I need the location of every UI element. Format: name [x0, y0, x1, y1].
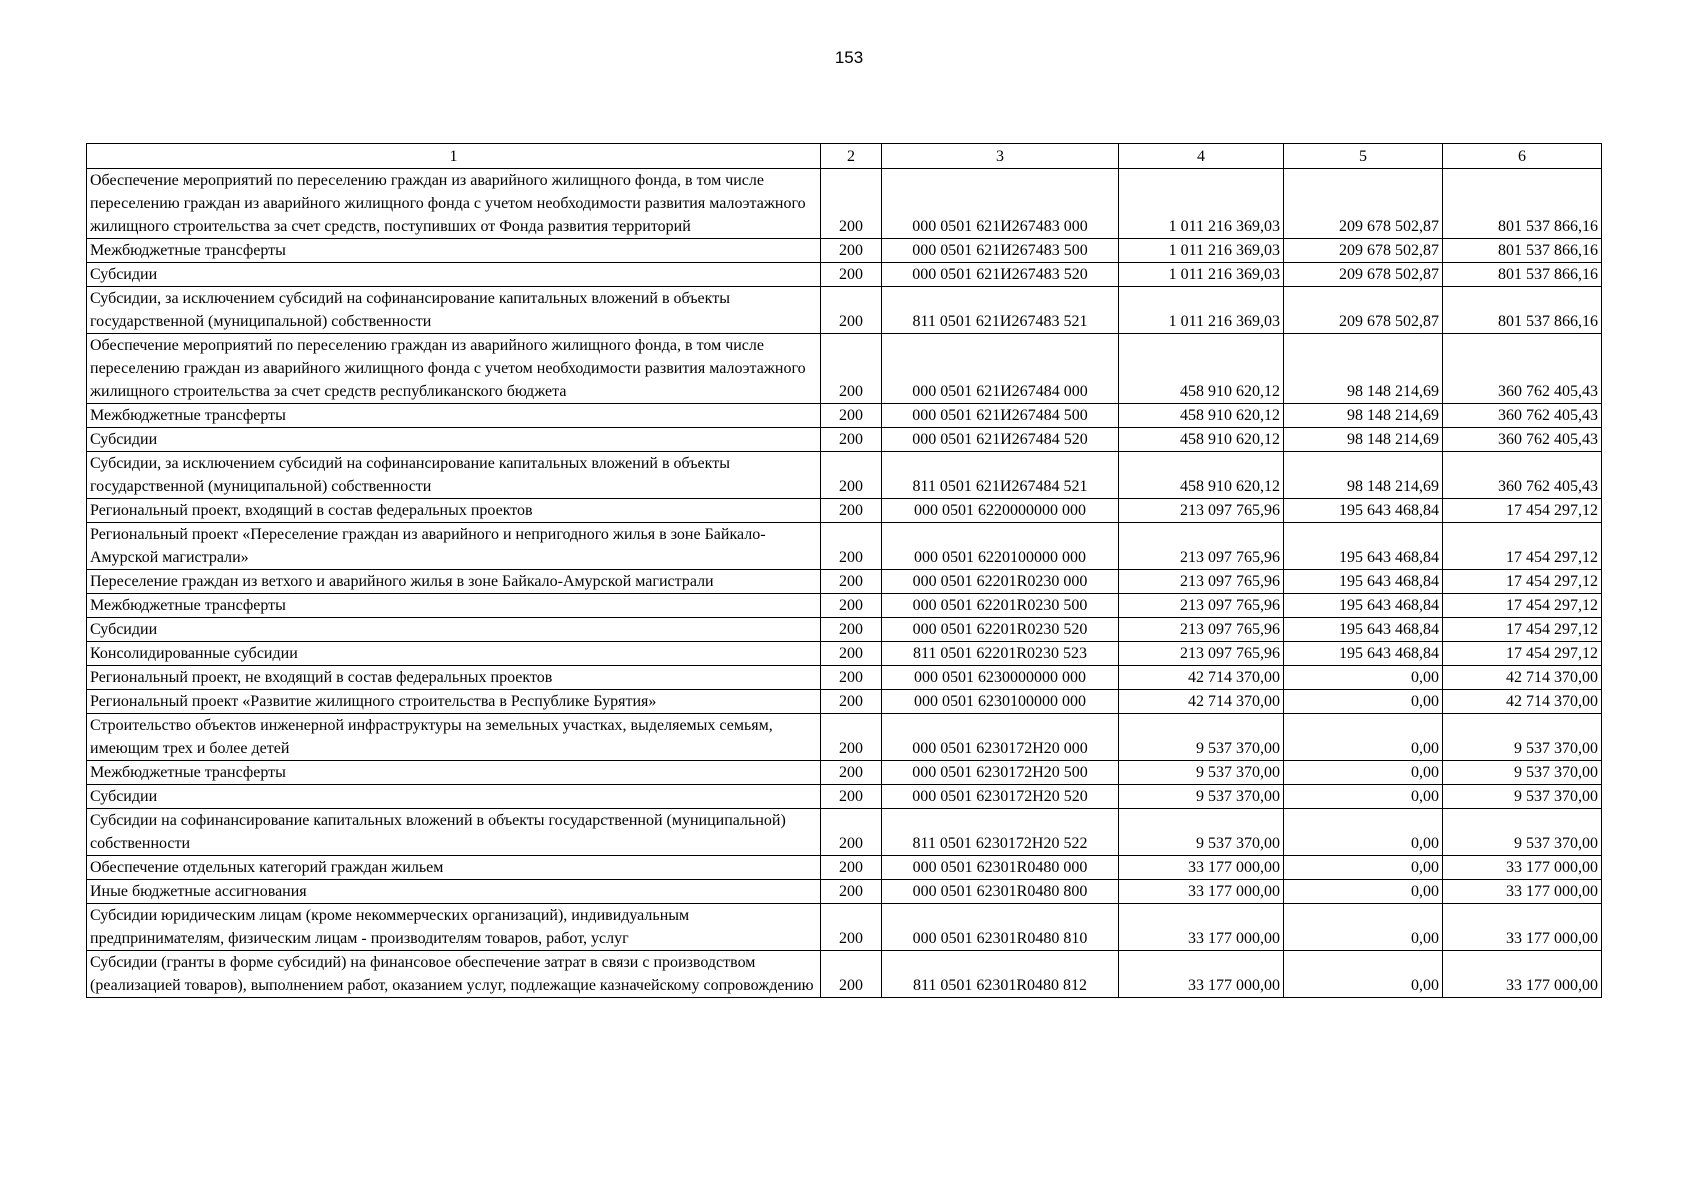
row-value-col6: 17 454 297,12	[1443, 499, 1602, 523]
column-header-5: 5	[1284, 144, 1443, 169]
table-row	[87, 951, 1602, 998]
row-code-cell: 000 0501 62301R0480 000	[882, 856, 1119, 880]
table-row	[87, 856, 1602, 880]
row-value-col4: 33 177 000,00	[1119, 904, 1284, 951]
row-admin-cell: 200	[821, 761, 882, 785]
row-admin-cell: 200	[821, 169, 882, 239]
row-admin-cell: 200	[821, 499, 882, 523]
row-admin-cell: 200	[821, 239, 882, 263]
row-value-col4: 33 177 000,00	[1119, 856, 1284, 880]
row-value-col4: 9 537 370,00	[1119, 761, 1284, 785]
row-value-col5: 195 643 468,84	[1284, 642, 1443, 666]
row-value-col5: 0,00	[1284, 714, 1443, 761]
row-value-col4: 213 097 765,96	[1119, 523, 1284, 570]
row-value-col6: 801 537 866,16	[1443, 263, 1602, 287]
row-code-cell: 000 0501 621И267483 500	[882, 239, 1119, 263]
row-value-col4: 1 011 216 369,03	[1119, 239, 1284, 263]
row-value-col5: 195 643 468,84	[1284, 618, 1443, 642]
row-code-cell: 811 0501 621И267483 521	[882, 287, 1119, 334]
row-admin-cell: 200	[821, 404, 882, 428]
row-value-col5: 98 148 214,69	[1284, 334, 1443, 404]
row-value-col4: 458 910 620,12	[1119, 452, 1284, 499]
row-code-cell: 000 0501 62201R0230 520	[882, 618, 1119, 642]
row-value-col6: 801 537 866,16	[1443, 287, 1602, 334]
row-name-cell: Переселение граждан из ветхого и аварийного жилья в зоне Байкало-Амурской магистрали	[87, 570, 821, 594]
table-header-row	[87, 144, 1602, 169]
row-admin-cell: 200	[821, 570, 882, 594]
row-code-cell: 811 0501 62201R0230 523	[882, 642, 1119, 666]
row-value-col5: 0,00	[1284, 951, 1443, 998]
row-name-cell: Региональный проект, входящий в состав федеральных проектов	[87, 499, 821, 523]
row-value-col5: 0,00	[1284, 880, 1443, 904]
row-value-col6: 42 714 370,00	[1443, 666, 1602, 690]
row-value-col4: 458 910 620,12	[1119, 334, 1284, 404]
table-row	[87, 714, 1602, 761]
table-row	[87, 404, 1602, 428]
row-value-col6: 17 454 297,12	[1443, 642, 1602, 666]
table-row	[87, 570, 1602, 594]
row-value-col4: 213 097 765,96	[1119, 594, 1284, 618]
row-value-col5: 98 148 214,69	[1284, 404, 1443, 428]
row-value-col6: 9 537 370,00	[1443, 714, 1602, 761]
row-value-col4: 213 097 765,96	[1119, 499, 1284, 523]
row-value-col6: 42 714 370,00	[1443, 690, 1602, 714]
row-name-cell: Межбюджетные трансферты	[87, 404, 821, 428]
row-name-cell: Субсидии на софинансирование капитальных вложений в объекты государственной (муниципальной) собственности	[87, 809, 821, 856]
column-header-6: 6	[1443, 144, 1602, 169]
column-header-4: 4	[1119, 144, 1284, 169]
row-value-col4: 213 097 765,96	[1119, 570, 1284, 594]
row-admin-cell: 200	[821, 856, 882, 880]
table-row	[87, 785, 1602, 809]
row-value-col6: 360 762 405,43	[1443, 404, 1602, 428]
row-value-col6: 9 537 370,00	[1443, 809, 1602, 856]
row-admin-cell: 200	[821, 666, 882, 690]
row-code-cell: 000 0501 62301R0480 810	[882, 904, 1119, 951]
table-row	[87, 880, 1602, 904]
row-name-cell: Консолидированные субсидии	[87, 642, 821, 666]
row-name-cell: Субсидии юридическим лицам (кроме некоммерческих организаций), индивидуальным предпринимателям, физическим лицам - производителям товаров, работ, услуг	[87, 904, 821, 951]
row-name-cell: Обеспечение мероприятий по переселению граждан из аварийного жилищного фонда, в том числе переселению граждан из аварийного жилищного фонда с учетом необходимости развития малоэтажного жилищного строительства за счет средств республиканского бюджета	[87, 334, 821, 404]
table-row	[87, 334, 1602, 404]
row-name-cell: Строительство объектов инженерной инфраструктуры на земельных участках, выделяемых семьям, имеющим трех и более детей	[87, 714, 821, 761]
row-value-col5: 195 643 468,84	[1284, 594, 1443, 618]
row-value-col4: 42 714 370,00	[1119, 666, 1284, 690]
row-value-col4: 458 910 620,12	[1119, 404, 1284, 428]
row-admin-cell: 200	[821, 809, 882, 856]
row-admin-cell: 200	[821, 287, 882, 334]
table-row	[87, 809, 1602, 856]
row-code-cell: 811 0501 62301R0480 812	[882, 951, 1119, 998]
row-value-col5: 0,00	[1284, 809, 1443, 856]
column-header-1: 1	[87, 144, 821, 169]
row-value-col4: 9 537 370,00	[1119, 809, 1284, 856]
row-name-cell: Субсидии, за исключением субсидий на софинансирование капитальных вложений в объекты государственной (муниципальной) собственности	[87, 287, 821, 334]
row-code-cell: 000 0501 6220000000 000	[882, 499, 1119, 523]
row-code-cell: 000 0501 6230000000 000	[882, 666, 1119, 690]
row-admin-cell: 200	[821, 951, 882, 998]
row-code-cell: 000 0501 62201R0230 500	[882, 594, 1119, 618]
row-value-col5: 0,00	[1284, 785, 1443, 809]
row-value-col4: 42 714 370,00	[1119, 690, 1284, 714]
table-row	[87, 594, 1602, 618]
table-row	[87, 499, 1602, 523]
row-value-col5: 209 678 502,87	[1284, 263, 1443, 287]
row-admin-cell: 200	[821, 618, 882, 642]
row-code-cell: 000 0501 6220100000 000	[882, 523, 1119, 570]
row-code-cell: 000 0501 6230172Н20 520	[882, 785, 1119, 809]
table-row	[87, 263, 1602, 287]
row-admin-cell: 200	[821, 334, 882, 404]
row-admin-cell: 200	[821, 690, 882, 714]
row-code-cell: 000 0501 6230172Н20 500	[882, 761, 1119, 785]
row-code-cell: 000 0501 621И267483 520	[882, 263, 1119, 287]
row-code-cell: 000 0501 62301R0480 800	[882, 880, 1119, 904]
page-number: 153	[834, 48, 864, 67]
row-code-cell: 000 0501 621И267483 000	[882, 169, 1119, 239]
row-value-col5: 98 148 214,69	[1284, 428, 1443, 452]
row-name-cell: Межбюджетные трансферты	[87, 594, 821, 618]
row-name-cell: Региональный проект, не входящий в состав федеральных проектов	[87, 666, 821, 690]
row-admin-cell: 200	[821, 642, 882, 666]
row-value-col5: 195 643 468,84	[1284, 499, 1443, 523]
row-name-cell: Межбюджетные трансферты	[87, 761, 821, 785]
row-name-cell: Субсидии (гранты в форме субсидий) на финансовое обеспечение затрат в связи с производством (реализацией товаров), выполнением работ, оказанием услуг, подлежащие казначейскому сопровождению	[87, 951, 821, 998]
table-row	[87, 761, 1602, 785]
table-row	[87, 523, 1602, 570]
row-code-cell: 000 0501 6230172Н20 000	[882, 714, 1119, 761]
table-row	[87, 428, 1602, 452]
row-value-col6: 9 537 370,00	[1443, 761, 1602, 785]
row-value-col6: 360 762 405,43	[1443, 452, 1602, 499]
row-admin-cell: 200	[821, 428, 882, 452]
row-value-col5: 0,00	[1284, 904, 1443, 951]
row-code-cell: 000 0501 6230100000 000	[882, 690, 1119, 714]
row-value-col6: 9 537 370,00	[1443, 785, 1602, 809]
table-row	[87, 642, 1602, 666]
row-value-col5: 209 678 502,87	[1284, 239, 1443, 263]
row-name-cell: Межбюджетные трансферты	[87, 239, 821, 263]
row-name-cell: Обеспечение отдельных категорий граждан жильем	[87, 856, 821, 880]
row-value-col4: 1 011 216 369,03	[1119, 287, 1284, 334]
row-value-col4: 1 011 216 369,03	[1119, 263, 1284, 287]
row-value-col6: 33 177 000,00	[1443, 904, 1602, 951]
column-header-3: 3	[882, 144, 1119, 169]
row-admin-cell: 200	[821, 263, 882, 287]
row-value-col5: 195 643 468,84	[1284, 523, 1443, 570]
row-value-col4: 9 537 370,00	[1119, 714, 1284, 761]
row-admin-cell: 200	[821, 904, 882, 951]
row-admin-cell: 200	[821, 785, 882, 809]
table-row	[87, 287, 1602, 334]
row-value-col6: 360 762 405,43	[1443, 428, 1602, 452]
table-row	[87, 690, 1602, 714]
row-name-cell: Обеспечение мероприятий по переселению граждан из аварийного жилищного фонда, в том числе переселению граждан из аварийного жилищного фонда с учетом необходимости развития малоэтажного жилищного строительства за счет средств, поступивших от Фонда развития территорий	[87, 169, 821, 239]
row-value-col6: 17 454 297,12	[1443, 523, 1602, 570]
table-row	[87, 452, 1602, 499]
row-name-cell: Субсидии, за исключением субсидий на софинансирование капитальных вложений в объекты государственной (муниципальной) собственности	[87, 452, 821, 499]
row-admin-cell: 200	[821, 880, 882, 904]
budget-table	[86, 143, 1602, 998]
row-name-cell: Субсидии	[87, 263, 821, 287]
row-name-cell: Региональный проект «Развитие жилищного строительства в Республике Бурятия»	[87, 690, 821, 714]
row-value-col5: 209 678 502,87	[1284, 169, 1443, 239]
row-admin-cell: 200	[821, 452, 882, 499]
row-value-col4: 458 910 620,12	[1119, 428, 1284, 452]
row-value-col4: 1 011 216 369,03	[1119, 169, 1284, 239]
row-value-col5: 0,00	[1284, 761, 1443, 785]
row-value-col4: 33 177 000,00	[1119, 951, 1284, 998]
row-value-col5: 195 643 468,84	[1284, 570, 1443, 594]
row-code-cell: 811 0501 6230172Н20 522	[882, 809, 1119, 856]
row-value-col6: 33 177 000,00	[1443, 880, 1602, 904]
row-value-col5: 209 678 502,87	[1284, 287, 1443, 334]
row-value-col6: 33 177 000,00	[1443, 856, 1602, 880]
row-value-col6: 801 537 866,16	[1443, 169, 1602, 239]
row-name-cell: Иные бюджетные ассигнования	[87, 880, 821, 904]
row-value-col5: 0,00	[1284, 690, 1443, 714]
row-value-col4: 9 537 370,00	[1119, 785, 1284, 809]
row-code-cell: 000 0501 621И267484 520	[882, 428, 1119, 452]
row-admin-cell: 200	[821, 714, 882, 761]
table-row	[87, 666, 1602, 690]
table-row	[87, 618, 1602, 642]
row-value-col5: 98 148 214,69	[1284, 452, 1443, 499]
table-row	[87, 169, 1602, 239]
row-value-col6: 17 454 297,12	[1443, 594, 1602, 618]
row-name-cell: Субсидии	[87, 785, 821, 809]
row-value-col6: 17 454 297,12	[1443, 570, 1602, 594]
row-value-col4: 213 097 765,96	[1119, 618, 1284, 642]
row-value-col6: 17 454 297,12	[1443, 618, 1602, 642]
row-value-col6: 801 537 866,16	[1443, 239, 1602, 263]
row-value-col5: 0,00	[1284, 856, 1443, 880]
row-code-cell: 000 0501 62201R0230 000	[882, 570, 1119, 594]
table-row	[87, 904, 1602, 951]
row-value-col6: 33 177 000,00	[1443, 951, 1602, 998]
table-body	[87, 169, 1602, 998]
row-name-cell: Субсидии	[87, 618, 821, 642]
row-value-col6: 360 762 405,43	[1443, 334, 1602, 404]
row-name-cell: Субсидии	[87, 428, 821, 452]
row-code-cell: 811 0501 621И267484 521	[882, 452, 1119, 499]
row-code-cell: 000 0501 621И267484 000	[882, 334, 1119, 404]
row-code-cell: 000 0501 621И267484 500	[882, 404, 1119, 428]
row-name-cell: Региональный проект «Переселение граждан из аварийного и непригодного жилья в зоне Байкало-Амурской магистрали»	[87, 523, 821, 570]
column-header-2: 2	[821, 144, 882, 169]
row-value-col4: 33 177 000,00	[1119, 880, 1284, 904]
row-value-col4: 213 097 765,96	[1119, 642, 1284, 666]
row-value-col5: 0,00	[1284, 666, 1443, 690]
table-row	[87, 239, 1602, 263]
row-admin-cell: 200	[821, 594, 882, 618]
row-admin-cell: 200	[821, 523, 882, 570]
